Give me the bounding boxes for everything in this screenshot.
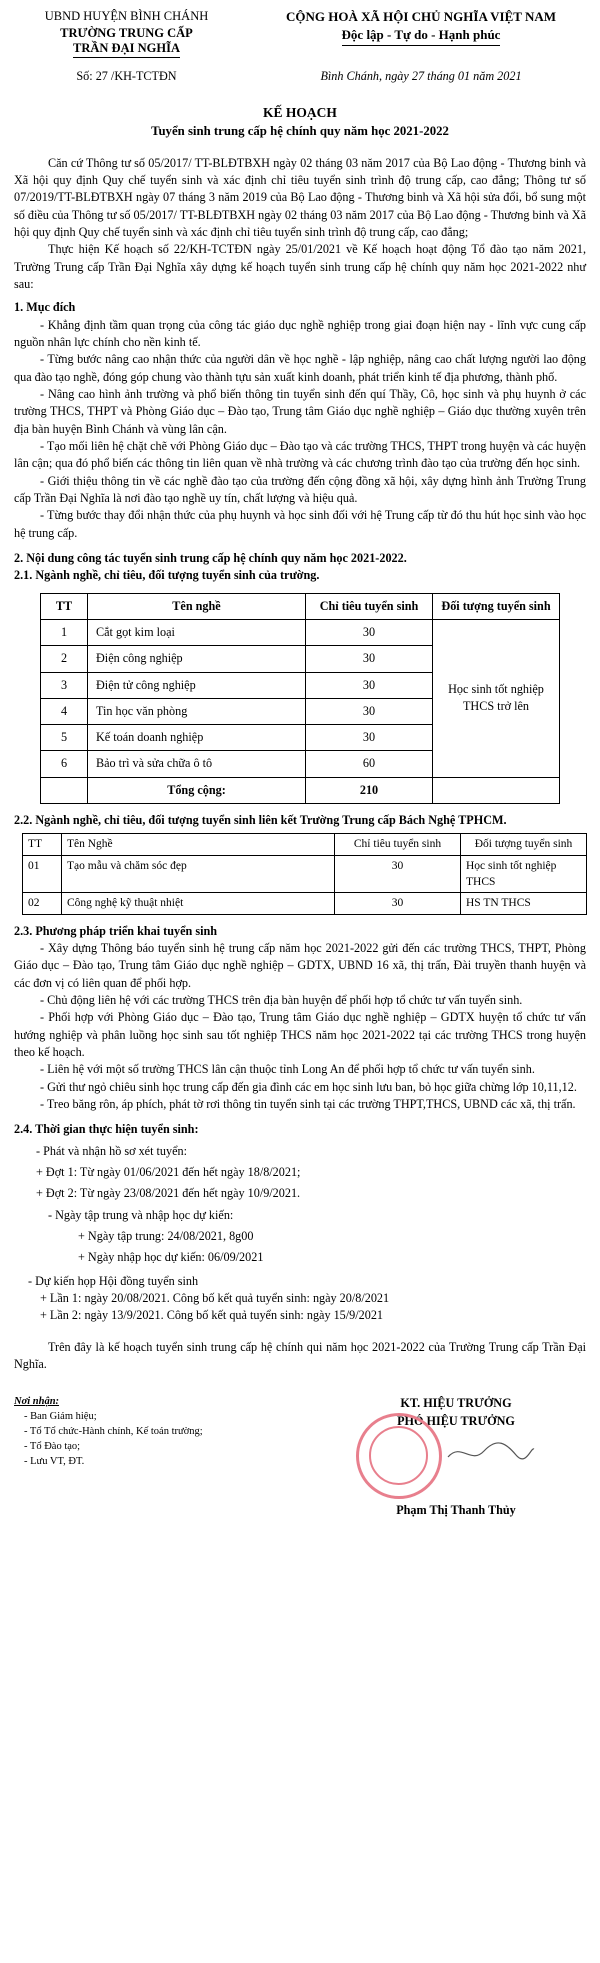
org-name-line-2: TRẦN ĐẠI NGHĨA xyxy=(73,41,180,58)
quota: 30 xyxy=(306,646,433,672)
quota: 30 xyxy=(335,893,461,914)
row-number: 2 xyxy=(41,646,88,672)
purpose-item: - Tạo mối liên hệ chặt chẽ với Phòng Giáo dục – Đào tạo và các trường THCS, THPT trong huyện và các huyện lân cận; qua đó phổ biến các thông tin liên quan về nhà trường và các chương trình đào tạo của trường đến học sinh. xyxy=(14,438,586,471)
method-item: - Xây dựng Thông báo tuyển sinh hệ trung cấp năm học 2021-2022 gửi đến các trường THCS, THPT, Phòng Giáo dục – Đào tạo, Trung tâm Giáo dục nghề nghiệp – GDTX, UBND 16 xã, thị trấn, Đài truyền thanh huyện và các đơn vị có liên quan để phối hợp. xyxy=(14,941,586,990)
org-name-line-1: TRƯỜNG TRUNG CẤP xyxy=(60,25,193,40)
document-subtitle: Tuyển sinh trung cấp hệ chính quy năm học 2021-2022 xyxy=(151,124,449,139)
number-date-row xyxy=(14,68,586,85)
section-2-heading: 2. Nội dung công tác tuyển sinh trung cấp hệ chính quy năm học 2021-2022. xyxy=(14,550,407,565)
row-number: 01 xyxy=(23,855,62,893)
schedule-time-1: + Lần 1: ngày 20/08/2021. Công bố kết quả tuyển sinh: ngày 20/8/2021 xyxy=(40,1291,390,1306)
schedule-receive: - Phát và nhận hồ sơ xét tuyển: xyxy=(36,1143,187,1158)
quota: 30 xyxy=(306,725,433,751)
intro-paragraph-2: Thực hiện Kế hoạch số 22/KH-TCTĐN ngày 25/01/2021 về Kế hoạch hoạt động Tổ đào tạo năm 2021, Trường Trung cấp Trần Đại Nghĩa xây dựng kế hoạch tuyển sinh trung cấp hệ chính quy năm học 2021-2022 như sau: xyxy=(14,242,586,291)
purpose-item: - Khẳng định tầm quan trọng của công tác giáo dục nghề nghiệp trong giai đoạn hiện nay - lĩnh vực cung cấp nguồn nhân lực chính cho nền kinh tế. xyxy=(14,317,586,349)
intro-paragraph-1: Căn cứ Thông tư số 05/2017/ TT-BLĐTBXH ngày 02 tháng 03 năm 2017 của Bộ Lao động - Thương binh và Xã hội quy định Quy chế tuyển sinh và xác định chỉ tiêu tuyển sinh trình độ trung cấp, cao đẳng; Thông tư số 07/2019/TT-BLĐTBXH ngày 07 tháng 3 năm 2019 của Bộ Lao động - Thương binh và Xã hội sửa đổi, bổ sung một số điều của Thông tư số 05/2017/ TT-BLĐTBXH ngày 02 tháng 03 năm 2017 của Bộ Lao động - Thương binh và Xã hội quy định Quy chế tuyển sinh và xác định chỉ tiêu tuyển sinh trình độ trung cấp, cao đẳng; xyxy=(14,155,586,239)
place-date: Bình Chánh, ngày 27 tháng 01 năm 2021 xyxy=(320,69,522,83)
target: HS TN THCS xyxy=(461,893,587,914)
trade-name: Điện tử công nghiệp xyxy=(88,672,306,698)
recipient-item: - Ban Giám hiệu; xyxy=(24,1411,97,1423)
signature-section xyxy=(14,1395,586,1519)
column-header: Tên nghề xyxy=(88,593,306,619)
purpose-item: - Nâng cao hình ảnh trường và phổ biến thông tin tuyển sinh đến quí Thầy, Cô, học sinh và phụ huynh ở các trường THCS, THPT và Phòng Giáo dục – Đào tạo, Trung tâm Giáo dục nghề nghiệp – Giáo dục thường xuyên trên địa bàn huyện Bình Chánh và vùng lân cận. xyxy=(14,386,586,436)
closing-paragraph: Trên đây là kế hoạch tuyển sinh trung cấp hệ chính qui năm học 2021-2022 của Trường Trung cấp Trần Đại Nghĩa. xyxy=(14,1339,586,1371)
method-item: - Chủ động liên hệ với các trường THCS trên địa bàn huyện để phối hợp tổ chức tư vấn tuyển sinh. xyxy=(40,993,523,1008)
section-2-3-heading: 2.3. Phương pháp triển khai tuyển sinh xyxy=(14,923,218,938)
table-row xyxy=(23,855,587,893)
section-2-2-heading: 2.2. Ngành nghề, chỉ tiêu, đối tượng tuyển sinh liên kết Trường Trung cấp Bách Nghệ TPHCM. xyxy=(14,813,507,828)
quota: 60 xyxy=(306,751,433,777)
recipients-heading: Nơi nhận: xyxy=(14,1396,60,1408)
purpose-item: - Giới thiệu thông tin về các nghề đào tạo của trường đến cộng đồng xã hội, xây dựng hình ảnh Trường Trung cấp Trần Đại Nghĩa là nơi đào tạo nghề uy tín, chất lượng và hiệu quả. xyxy=(14,473,586,505)
enrollment-table xyxy=(40,593,560,805)
document-number: Số: 27 /KH-TCTĐN xyxy=(76,69,177,83)
trade-name: Cắt gọt kim loại xyxy=(88,619,306,645)
method-item: - Liên hệ với một số trường THCS lân cận thuộc tỉnh Long An để phối hợp tổ chức tư vấn tuyển sinh. xyxy=(40,1062,535,1077)
issuer-block xyxy=(14,8,239,58)
schedule-time-2: + Lần 2: ngày 13/9/2021. Công bố kết quả tuyển sinh: ngày 15/9/2021 xyxy=(40,1308,384,1323)
row-number: 02 xyxy=(23,893,62,914)
quota: 30 xyxy=(335,855,461,893)
table-row xyxy=(41,619,560,645)
column-header: Chỉ tiêu tuyển sinh xyxy=(335,834,461,855)
section-2-4-heading: 2.4. Thời gian thực hiện tuyển sinh: xyxy=(14,1122,199,1137)
row-number: 5 xyxy=(41,725,88,751)
table-row xyxy=(23,893,587,914)
official-stamp-icon xyxy=(356,1413,442,1499)
trade-name: Tin học văn phòng xyxy=(88,698,306,724)
signer-role-2: PHÓ HIỆU TRƯỞNG xyxy=(397,1413,515,1428)
recipients-block xyxy=(14,1395,254,1519)
row-number: 6 xyxy=(41,751,88,777)
purpose-item: - Từng bước thay đổi nhận thức của phụ huynh và học sinh đối với hệ Trung cấp từ đó thu hút học sinh vào học hệ trung cấp. xyxy=(14,508,586,540)
target-cell: Học sinh tốt nghiệp THCS trở lên xyxy=(433,619,560,777)
section-2-1-heading: 2.1. Ngành nghề, chỉ tiêu, đối tượng tuyển sinh của trường. xyxy=(14,568,320,583)
schedule-gather-date: + Ngày tập trung: 24/08/2021, 8g00 xyxy=(78,1229,254,1244)
total-row xyxy=(41,777,560,803)
row-number: 1 xyxy=(41,619,88,645)
target: Học sinh tốt nghiệp THCS xyxy=(461,855,587,893)
recipient-item: - Lưu VT, ĐT. xyxy=(24,1455,85,1467)
schedule-council: - Dự kiến họp Hội đồng tuyển sinh xyxy=(28,1273,199,1288)
table-header-row xyxy=(41,593,560,619)
quota: 30 xyxy=(306,619,433,645)
document-title: KẾ HOẠCH xyxy=(263,105,337,121)
nation-title: CỘNG HOÀ XÃ HỘI CHỦ NGHĨA VIỆT NAM xyxy=(285,9,557,24)
recipient-item: - Tổ Tổ chức-Hành chính, Kế toán trường; xyxy=(24,1426,203,1438)
total-label: Tổng cộng: xyxy=(88,777,306,803)
signer-role-1: KT. HIỆU TRƯỞNG xyxy=(400,1396,512,1411)
purpose-item: - Từng bước nâng cao nhận thức của người dân về học nghề - lập nghiệp, nâng cao chất lượng người lao động qua đào tạo nghề, đóng góp chung vào thành tựu sản xuất kinh doanh, phát triển kinh tế địa phương, thành phố. xyxy=(14,352,586,384)
method-item: - Gửi thư ngỏ chiêu sinh học trung cấp đến gia đình các em học sinh lưu ban, bỏ học giữa chừng lớp 10,11,12. xyxy=(40,1079,577,1094)
partner-table xyxy=(22,833,587,914)
schedule-gather: - Ngày tập trung và nhập học dự kiến: xyxy=(48,1207,234,1222)
row-number: 4 xyxy=(41,698,88,724)
trade-name: Điện công nghiệp xyxy=(88,646,306,672)
trade-name: Tạo mẫu và chăm sóc đẹp xyxy=(62,855,335,893)
schedule-enroll-date: + Ngày nhập học dự kiến: 06/09/2021 xyxy=(78,1250,264,1265)
document-header xyxy=(14,8,586,58)
trade-name: Công nghệ kỹ thuật nhiệt xyxy=(62,893,335,914)
motto: Độc lập - Tự do - Hạnh phúc xyxy=(342,26,501,45)
column-header: Đối tượng tuyển sinh xyxy=(433,593,560,619)
quota: 30 xyxy=(306,698,433,724)
signer-name: Phạm Thị Thanh Thủy xyxy=(396,1502,516,1517)
signature-icon xyxy=(446,1437,536,1467)
trade-name: Kế toán doanh nghiệp xyxy=(88,725,306,751)
schedule-round-2: + Đợt 2: Từ ngày 23/08/2021 đến hết ngày 10/9/2021. xyxy=(36,1186,301,1201)
method-item: - Phối hợp với Phòng Giáo dục – Đào tạo, Trung tâm Giáo dục nghề nghiệp – GDTX huyện tổ chức tư vấn hướng nghiệp và phân luồng học sinh sau tốt nghiệp THCS năm học 2021-2022 tại các trường THCS trong huyện theo kế hoạch. xyxy=(14,1010,586,1060)
column-header: TT xyxy=(41,593,88,619)
schedule-round-1: + Đợt 1: Từ ngày 01/06/2021 đến hết ngày 18/8/2021; xyxy=(36,1165,301,1180)
section-1-heading: 1. Mục đích xyxy=(14,300,76,315)
national-block xyxy=(256,8,586,58)
total-value: 210 xyxy=(306,777,433,803)
parent-org: UBND HUYỆN BÌNH CHÁNH xyxy=(44,9,209,23)
column-header: Tên Nghề xyxy=(62,834,335,855)
recipient-item: - Tổ Đào tạo; xyxy=(24,1441,81,1453)
signer-block xyxy=(326,1395,586,1519)
column-header: TT xyxy=(23,834,62,855)
row-number: 3 xyxy=(41,672,88,698)
trade-name: Bảo trì và sửa chữa ô tô xyxy=(88,751,306,777)
method-item: - Treo băng rôn, áp phích, phát tờ rơi thông tin tuyển sinh tại các trường THPT,THCS, UBND các xã, thị trấn. xyxy=(40,1097,576,1112)
column-header: Đối tượng tuyển sinh xyxy=(461,834,587,855)
column-header: Chỉ tiêu tuyển sinh xyxy=(306,593,433,619)
table-header-row xyxy=(23,834,587,855)
quota: 30 xyxy=(306,672,433,698)
